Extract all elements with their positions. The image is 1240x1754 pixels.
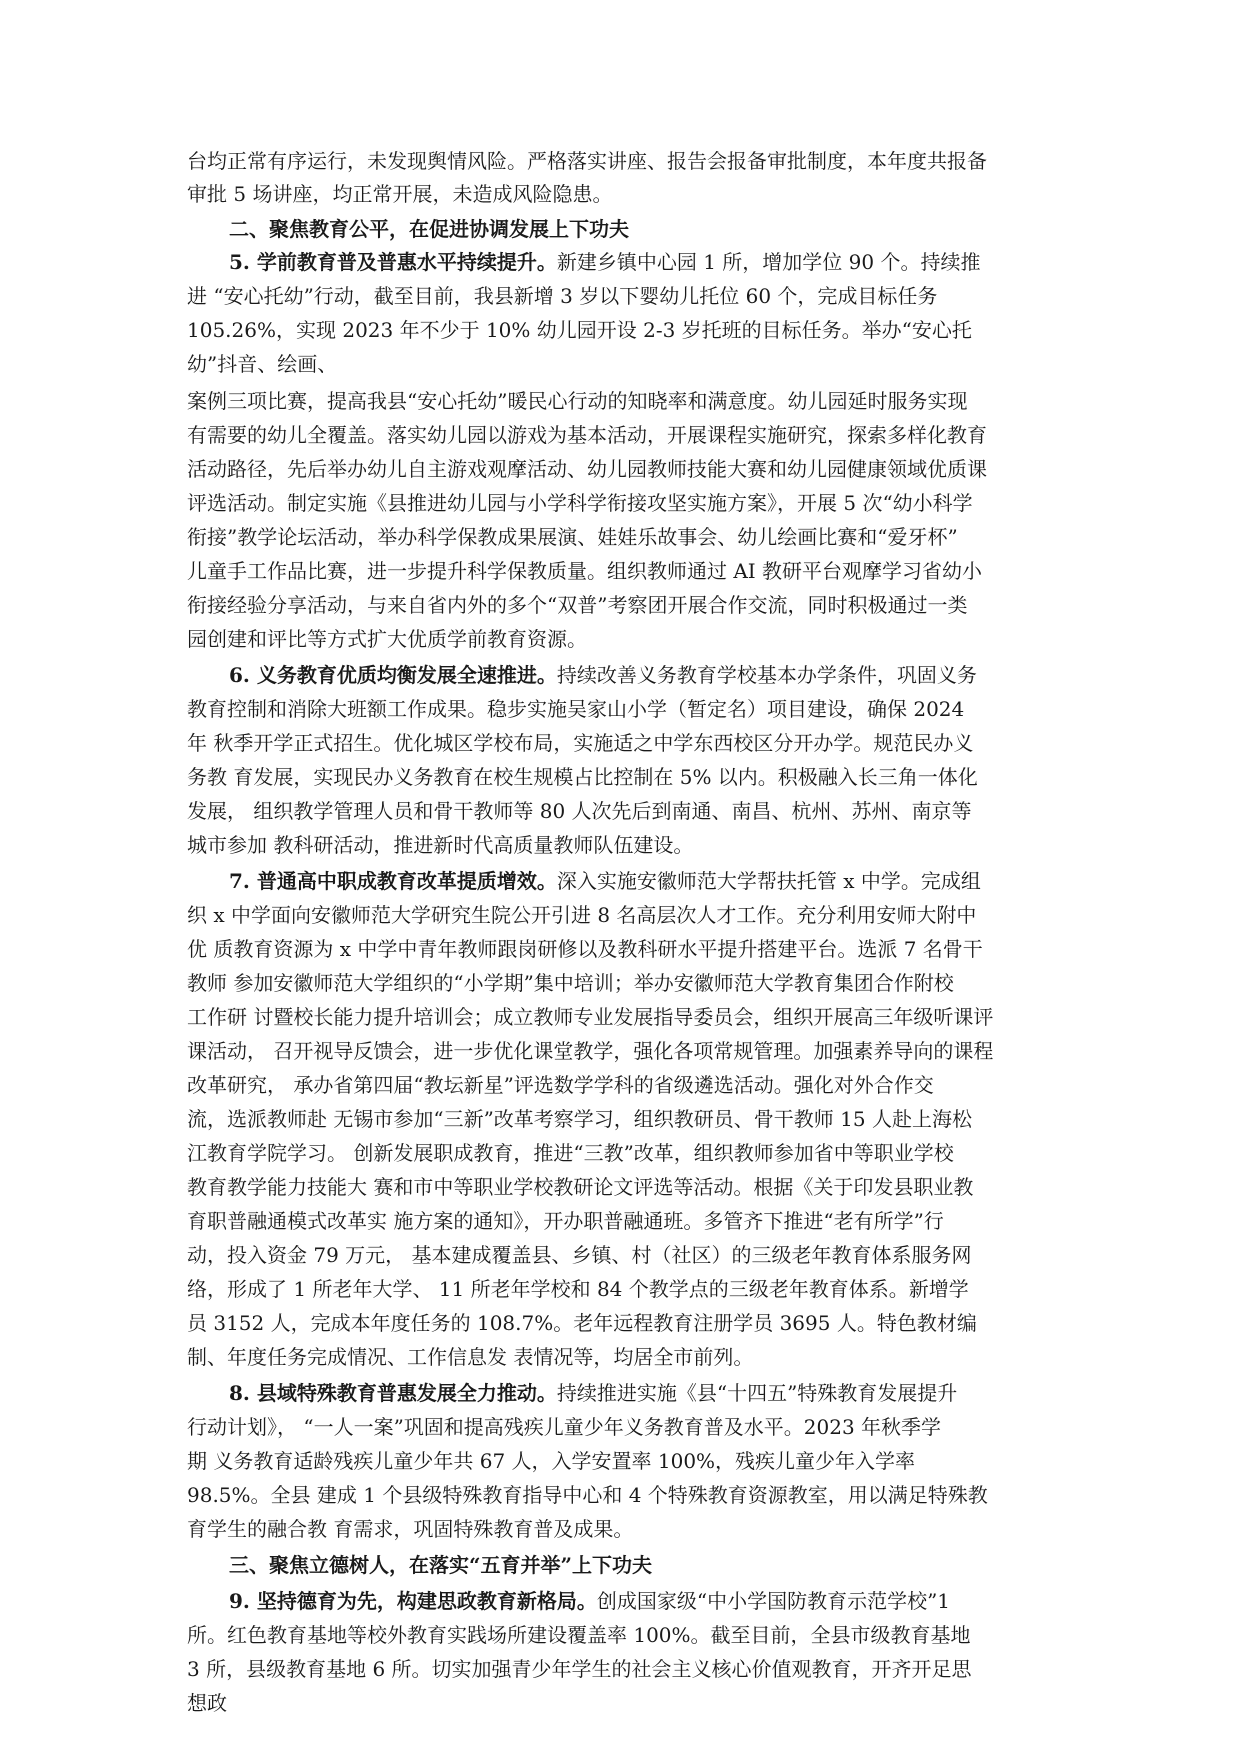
body-text: 行动计划》， “一人一案”巩固和提高残疾儿童少年义务教育普及水平。2023 年秋季学 <box>187 1415 942 1439</box>
body-text: 工作研 讨暨校长能力提升培训会；成立教师专业发展指导委员会，组织开展高三年级听课评 <box>187 1005 994 1029</box>
body-text: 江教育学院学习。 创新发展职成教育，推进“三教”改革，组织教师参加省中等职业学校 <box>187 1141 954 1165</box>
body-text: 教师 参加安徽师范大学组织的“小学期”集中培训；举办安徽师范大学教育集团合作附校 <box>187 971 954 995</box>
heading-line <box>229 658 977 692</box>
bold-text: 6. 义务教育优质均衡发展全速推进。 <box>229 663 557 687</box>
text-line <box>187 898 976 932</box>
body-text: 务教 育发展，实现民办义务教育在校生规模占比控制在 5% 以内。积极融入长三角一体化 <box>187 765 978 789</box>
text-line <box>187 622 587 656</box>
body-text: 动，投入资金 79 万元， 基本建成覆盖县、乡镇、村（社区）的三级老年教育体系服务网 <box>187 1243 972 1267</box>
body-text: 织 x 中学面向安徽师范大学研究生院公开引进 8 名高层次人才工作。充分利用安师大附中 <box>187 903 977 927</box>
body-text: 络，形成了 1 所老年大学、 11 所老年学校和 84 个教学点的三级老年教育体系。新增学 <box>187 1277 969 1301</box>
text-line <box>187 1204 944 1238</box>
text-line <box>187 486 973 520</box>
text-line <box>187 452 987 486</box>
bold-text: 三、聚焦立德树人，在落实“五育并举”上下功夫 <box>229 1553 653 1577</box>
body-text: 深入实施安徽师范大学帮扶托管 x 中学。完成组 <box>556 869 981 893</box>
bold-text: 二、聚焦教育公平，在促进协调发展上下功夫 <box>229 217 629 241</box>
body-text: 评选活动。制定实施《县推进幼儿园与小学科学衔接攻坚实施方案》，开展 5 次“幼小科学 <box>187 491 973 515</box>
body-text: 幼”抖音、绘画、 <box>187 352 338 376</box>
heading-line <box>229 1376 957 1410</box>
text-line <box>187 1340 753 1374</box>
text-line <box>187 828 693 862</box>
body-text: 优 质教育资源为 x 中学中青年教师跟岗研修以及教科研水平提升搭建平台。选派 7 名骨干 <box>187 937 983 961</box>
body-text: 有需要的幼儿全覆盖。落实幼儿园以游戏为基本活动，开展课程实施研究，探索多样化教育 <box>187 423 987 447</box>
body-text: 持续推进实施《县“十四五”特殊教育发展提升 <box>556 1381 958 1405</box>
text-line <box>187 1102 972 1136</box>
text-line <box>187 1000 993 1034</box>
text-line <box>187 144 987 178</box>
body-text: 审批 5 场讲座，均正常开展，未造成风险隐患。 <box>187 182 613 206</box>
body-text: 台均正常有序运行，未发现舆情风险。严格落实讲座、报告会报备审批制度，本年度共报备 <box>187 149 987 173</box>
text-line <box>187 177 612 211</box>
body-text: 105.26%，实现 2023 年不少于 10% 幼儿园开设 2-3 岁托班的目标任务。举办“安心托 <box>187 318 972 342</box>
text-line <box>187 588 967 622</box>
text-line <box>187 1512 633 1546</box>
body-text: 活动路径，先后举办幼儿自主游戏观摩活动、幼儿园教师技能大赛和幼儿园健康领域优质课 <box>187 457 987 481</box>
text-line <box>187 313 972 347</box>
body-text: 衔接”教学论坛活动，举办科学保教成果展演、娃娃乐故事会、幼儿绘画比赛和“爱牙杯” <box>187 525 958 549</box>
body-text: 期 义务教育适龄残疾儿童少年共 67 人，入学安置率 100%，残疾儿童少年入学率 <box>187 1449 916 1473</box>
heading-line <box>229 1548 652 1582</box>
text-line <box>187 932 983 966</box>
text-line <box>187 1652 972 1686</box>
text-line <box>187 347 337 381</box>
text-line <box>187 279 937 313</box>
heading-line <box>229 212 629 246</box>
body-text: 衔接经验分享活动，与来自省内外的多个“双普”考察团开展合作交流，同时积极通过一类 <box>187 593 968 617</box>
text-line <box>187 1478 988 1512</box>
body-text: 育职普融通模式改革实 施方案的通知》，开办职普融通班。多管齐下推进“老有所学”行 <box>187 1209 944 1233</box>
text-line <box>187 726 973 760</box>
body-text: 想政 <box>187 1691 227 1715</box>
body-text: 新建乡镇中心园 1 所，增加学位 90 个。持续推 <box>556 250 981 274</box>
text-line <box>187 1068 934 1102</box>
text-line <box>187 1136 954 1170</box>
text-line <box>187 966 954 1000</box>
bold-text: 5. 学前教育普及普惠水平持续提升。 <box>229 250 557 274</box>
text-line <box>187 1618 971 1652</box>
body-text: 流，选派教师赴 无锡市参加“三新”改革考察学习，组织教研员、骨干教师 15 人赴上海松 <box>187 1107 972 1131</box>
heading-line <box>229 1584 950 1618</box>
body-text: 3 所，县级教育基地 6 所。切实加强青少年学生的社会主义核心价值观教育，开齐开足思 <box>187 1657 972 1681</box>
body-text: 改革研究， 承办省第四届“教坛新星”评选数学学科的省级遴选活动。强化对外合作交 <box>187 1073 934 1097</box>
text-line <box>187 1410 941 1444</box>
body-text: 案例三项比赛，提高我县“安心托幼”暖民心行动的知晓率和满意度。幼儿园延时服务实现 <box>187 389 968 413</box>
body-text: 制、年度任务完成情况、工作信息发 表情况等，均居全市前列。 <box>187 1345 754 1369</box>
heading-line <box>229 864 981 898</box>
text-line <box>187 1170 973 1204</box>
body-text: 98.5%。全县 建成 1 个县级特殊教育指导中心和 4 个特殊教育资源教室，用以满足特殊教 <box>187 1483 988 1507</box>
body-text: 年 秋季开学正式招生。优化城区学校布局，实施适之中学东西校区分开办学。规范民办义 <box>187 731 974 755</box>
text-line <box>187 1686 227 1720</box>
bold-text: 8. 县域特殊教育普惠发展全力推动。 <box>229 1381 557 1405</box>
body-text: 儿童手工作品比赛，进一步提升科学保教质量。组织教师通过 AI 教研平台观摩学习省幼小 <box>187 559 983 583</box>
body-text: 育学生的融合教 育需求，巩固特殊教育普及成果。 <box>187 1517 634 1541</box>
body-text: 进 “安心托幼”行动，截至目前，我县新增 3 岁以下婴幼儿托位 60 个，完成目标任务 <box>187 284 938 308</box>
body-text: 发展， 组织教学管理人员和骨干教师等 80 人次先后到南通、南昌、杭州、苏州、南京等 <box>187 799 972 823</box>
text-line <box>187 418 987 452</box>
body-text: 员 3152 人，完成本年度任务的 108.7%。老年远程教育注册学员 3695 人。特色教材编 <box>187 1311 977 1335</box>
text-line <box>187 384 967 418</box>
text-line <box>187 760 978 794</box>
body-text: 园创建和评比等方式扩大优质学前教育资源。 <box>187 627 587 651</box>
text-line <box>187 1034 993 1068</box>
body-text: 教育控制和消除大班额工作成果。稳步实施吴家山小学（暂定名）项目建设，确保 2024 <box>187 697 965 721</box>
heading-line <box>229 245 980 279</box>
bold-text: 7. 普通高中职成教育改革提质增效。 <box>229 869 557 893</box>
text-line <box>187 692 964 726</box>
body-text: 城市参加 教科研活动，推进新时代高质量教师队伍建设。 <box>187 833 694 857</box>
body-text: 持续改善义务教育学校基本办学条件，巩固义务 <box>556 663 977 687</box>
text-line <box>187 1272 969 1306</box>
text-line <box>187 1306 977 1340</box>
text-line <box>187 794 972 828</box>
body-text: 教育教学能力技能大 赛和市中等职业学校教研论文评选等活动。根据《关于印发县职业教 <box>187 1175 974 1199</box>
body-text: 创成国家级“中小学国防教育示范学校”1 <box>596 1589 951 1613</box>
bold-text: 9. 坚持德育为先，构建思政教育新格局。 <box>229 1589 597 1613</box>
text-line <box>187 554 982 588</box>
body-text: 所。红色教育基地等校外教育实践场所建设覆盖率 100%。截至目前，全县市级教育基地 <box>187 1623 971 1647</box>
text-line <box>187 1238 972 1272</box>
text-line <box>187 1444 915 1478</box>
text-line <box>187 520 958 554</box>
body-text: 课活动， 召开视导反馈会，进一步优化课堂教学，强化各项常规管理。加强素养导向的课程 <box>187 1039 994 1063</box>
